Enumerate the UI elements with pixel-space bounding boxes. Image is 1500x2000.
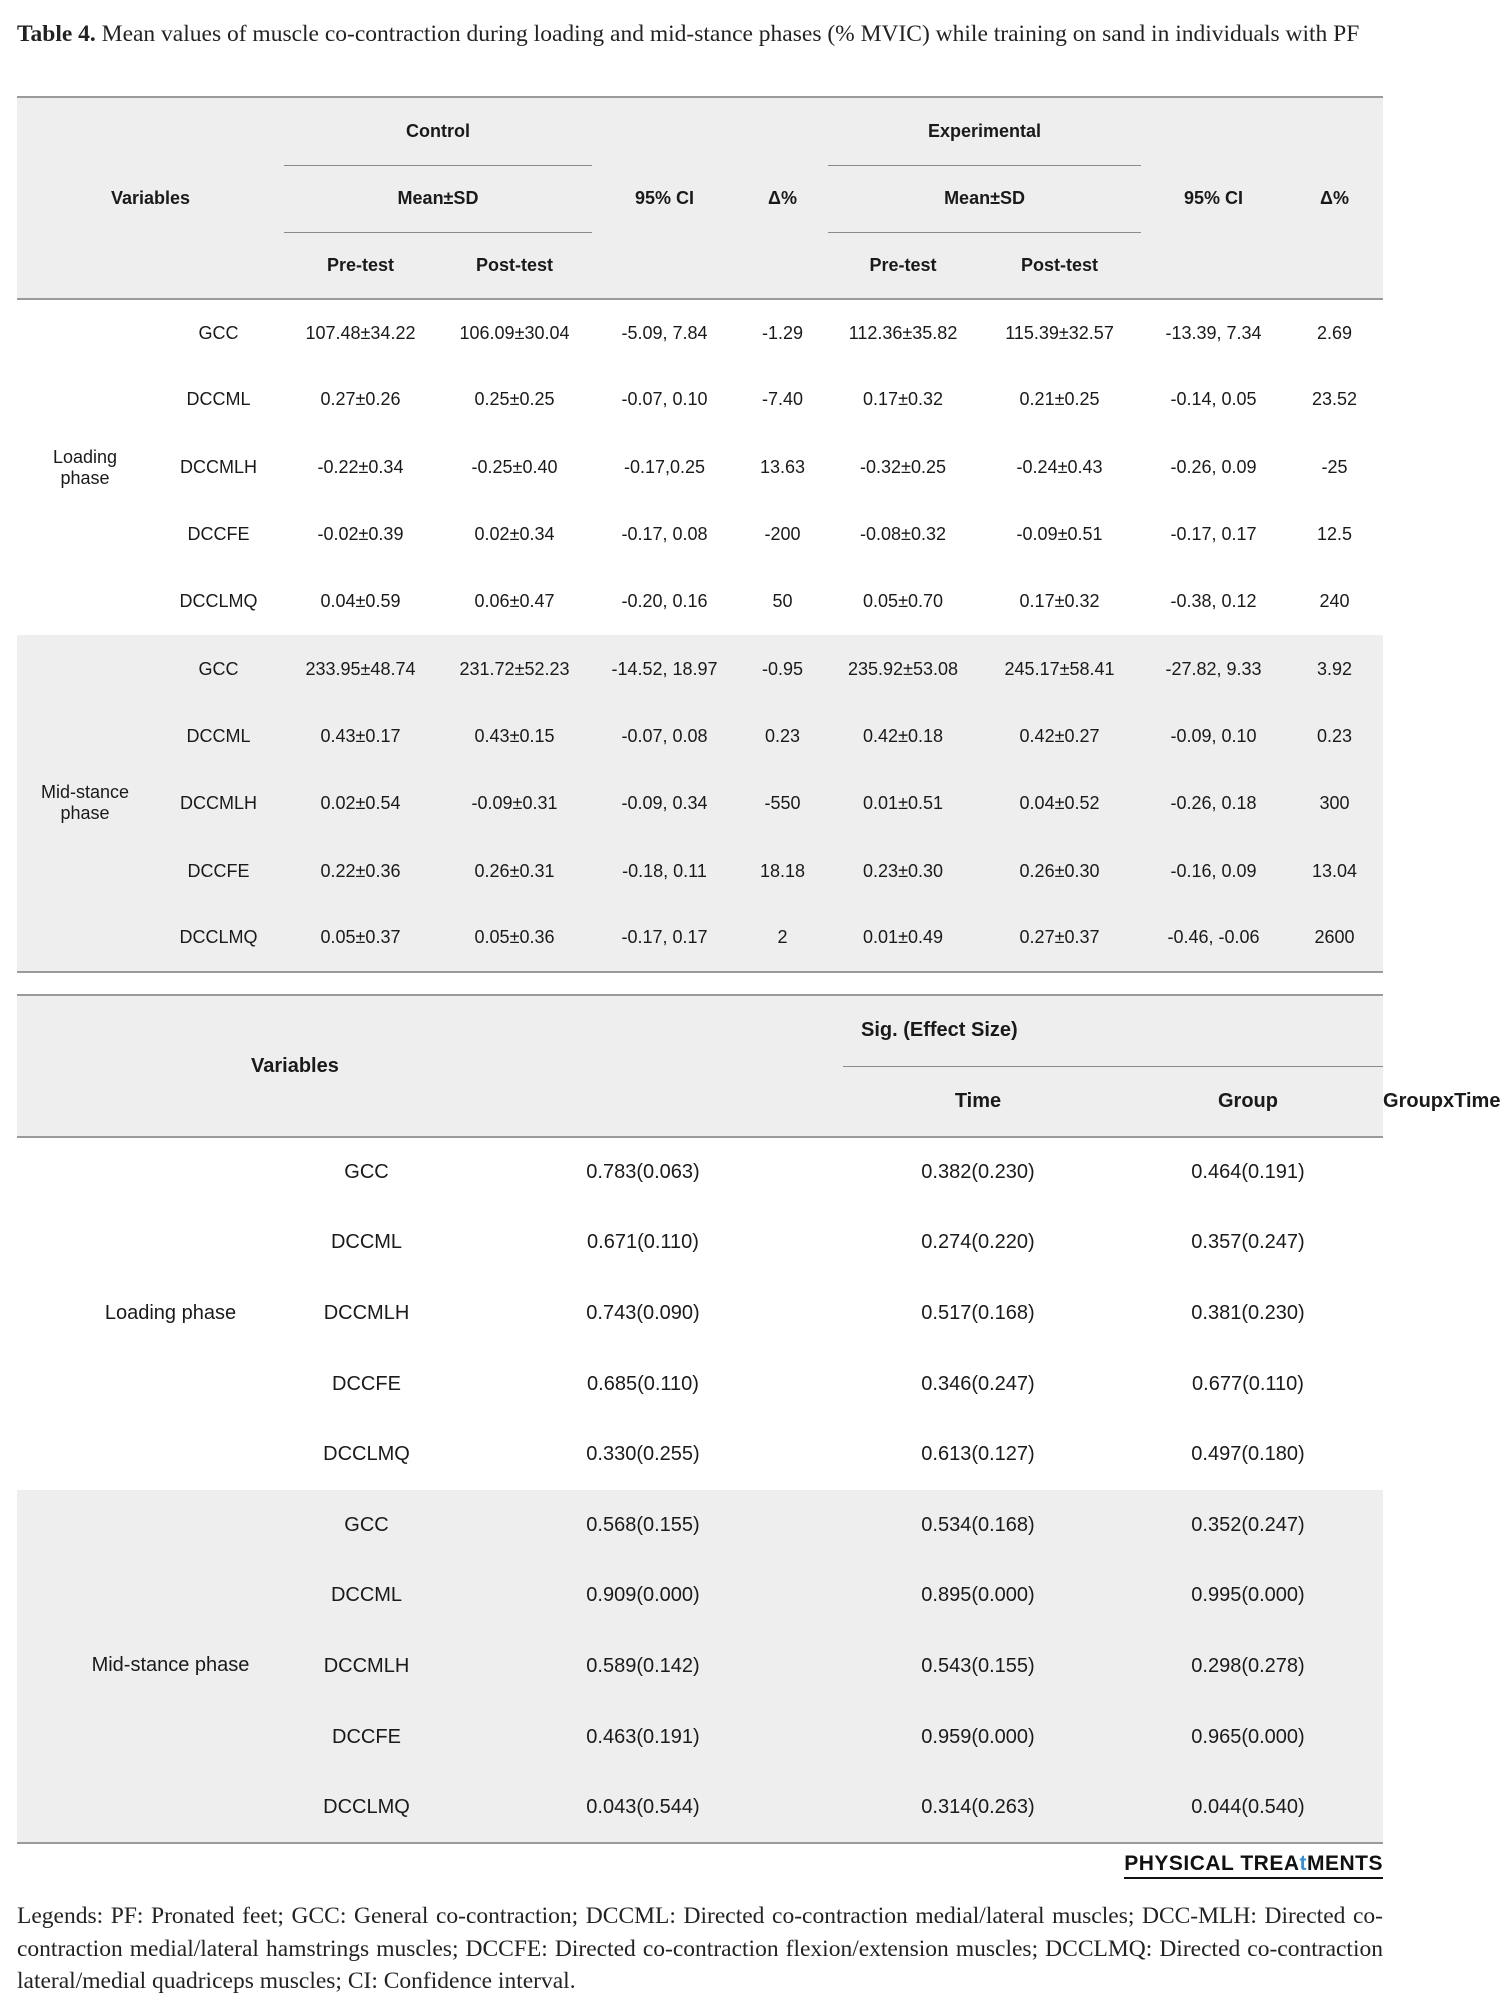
variable-name: DCCLMQ xyxy=(323,1795,410,1818)
table-cell: 0.895(0.000) xyxy=(921,1584,1035,1607)
table-cell: 0.965(0.000) xyxy=(1191,1725,1305,1748)
table-cell: -0.09±0.31 xyxy=(471,793,558,814)
table-cell: 0.274(0.220) xyxy=(921,1231,1035,1254)
variable-name: DCCML xyxy=(330,1584,403,1607)
variable-name: DCCML xyxy=(330,1231,403,1254)
significance-table: Variables Sig. (Effect Size) Time Group GroupxTime Loading phase GCC 0.783(0.063) 0.382(0.230) 0.464(0.191) DCCML 0.671(0.110) 0.274(0.220) 0.357(0.247) DCCMLH 0.743(0.090) 0.517(0.168) 0.381(0.230) DCCFE 0.685(0.110) 0.346(0.247) 0.677(0.110) DCCLMQ 0.330(0.255) 0.613(0.127) 0.497(0.180) Mid-stance phase GCC 0.568(0.155) 0.534(0.168) 0.352(0.247) DCCML 0.909(0.000) 0.895(0.000) 0.995(0.000) DCCMLH 0.589(0.142) 0.543(0.155) 0.298(0.278) DCCFE 0.463(0.191) 0.959(0.000) 0.965(0.000) DCCLMQ 0.043(0.544) 0.314(0.263) 0.044(0.540) xyxy=(17,994,1383,1844)
variable-name: GCC xyxy=(198,322,239,343)
table-cell: 13.04 xyxy=(1312,860,1358,881)
table-cell: 0.044(0.540) xyxy=(1191,1795,1305,1818)
header-exp-mean-sd: Mean±SD xyxy=(828,165,1141,232)
header-control: Control xyxy=(284,97,592,165)
table-cell: 0.464(0.191) xyxy=(1191,1161,1305,1184)
phase-label: Loading phase xyxy=(52,446,118,488)
phase-label: Mid-stance phase xyxy=(91,1654,250,1677)
table-cell: -0.46, -0.06 xyxy=(1167,927,1260,948)
table-cell: -550 xyxy=(764,793,801,814)
variable-name: DCCML xyxy=(186,725,251,746)
table-cell: 0.22±0.36 xyxy=(320,860,401,881)
table-cell: -0.25±0.40 xyxy=(471,456,558,477)
variable-name: DCCMLH xyxy=(179,456,257,477)
table-cell: 0.909(0.000) xyxy=(586,1584,700,1607)
variable-name: DCCMLH xyxy=(179,793,257,814)
phase-label: Mid-stance phase xyxy=(40,782,130,824)
table-cell: 0.783(0.063) xyxy=(586,1161,700,1184)
table-cell: 0.381(0.230) xyxy=(1191,1301,1305,1324)
table-cell: 0.517(0.168) xyxy=(921,1301,1035,1324)
table-row xyxy=(17,703,1383,770)
table-cell: -0.18, 0.11 xyxy=(622,860,707,881)
table-cell: 0.352(0.247) xyxy=(1191,1513,1305,1536)
variable-name: GCC xyxy=(198,658,239,679)
variable-name: GCC xyxy=(344,1513,389,1536)
table-cell: -0.17, 0.17 xyxy=(621,927,708,948)
table-row xyxy=(17,1137,1383,1208)
table-cell: 13.63 xyxy=(759,456,806,477)
table-cell: 235.92±53.08 xyxy=(848,658,958,679)
table-cell: 0.314(0.263) xyxy=(921,1795,1035,1818)
variable-name: DCCFE xyxy=(187,524,250,545)
header-exp-delta: Δ% xyxy=(1286,165,1383,299)
table-cell: -0.17, 0.08 xyxy=(621,524,708,545)
table-cell: -1.29 xyxy=(762,322,804,343)
table-cell: 0.298(0.278) xyxy=(1191,1654,1305,1677)
table-row xyxy=(17,366,1383,433)
table-cell: -0.24±0.43 xyxy=(1016,456,1103,477)
variable-name: DCCLMQ xyxy=(179,927,258,948)
table-cell: -0.09, 0.10 xyxy=(1170,725,1257,746)
table-row xyxy=(17,905,1383,972)
table-cell: -0.22±0.34 xyxy=(317,456,404,477)
table-row xyxy=(17,1490,1383,1561)
table-cell: 112.36±35.82 xyxy=(848,322,958,343)
table-cell: -0.09±0.51 xyxy=(1016,524,1103,545)
variable-name: GCC xyxy=(344,1161,389,1184)
table-row xyxy=(17,299,1383,366)
header-experimental: Experimental xyxy=(828,97,1141,165)
table-cell: 0.671(0.110) xyxy=(587,1231,699,1254)
variable-name: DCCFE xyxy=(332,1372,401,1395)
table-cell: 240 xyxy=(1319,591,1350,612)
table-cell: 23.52 xyxy=(1312,389,1358,410)
table-cell: -0.20, 0.16 xyxy=(621,591,708,612)
table-cell: 0.04±0.59 xyxy=(320,591,401,612)
table-caption xyxy=(17,18,1383,51)
table-cell: -0.95 xyxy=(762,658,804,679)
table-cell: 2600 xyxy=(1314,927,1355,948)
table-cell: 0.27±0.26 xyxy=(320,389,401,410)
table-cell: 0.26±0.30 xyxy=(1019,860,1100,881)
variable-name: DCCLMQ xyxy=(323,1443,410,1466)
table-cell: 0.21±0.25 xyxy=(1019,389,1100,410)
table-cell: 0.330(0.255) xyxy=(586,1443,700,1466)
table-cell: 231.72±52.23 xyxy=(459,658,570,679)
table-cell: 106.09±30.04 xyxy=(459,322,570,343)
table-cell: -27.82, 9.33 xyxy=(1165,658,1262,679)
table-cell: 18.18 xyxy=(759,860,806,881)
header-control-delta: Δ% xyxy=(737,165,828,299)
table-cell: 0.497(0.180) xyxy=(1191,1443,1305,1466)
table-cell: 3.92 xyxy=(1317,658,1353,679)
table-legend: Legends: PF: Pronated feet; GCC: General co-contraction; DCCML: Directed co-contraction medial/lateral muscles; DCC-MLH: Directed co-contraction medial/lateral hamstrings muscles; DCCFE: Directed co-contraction flexion/extension muscles; DCCLMQ: Directed co-contraction lateral/medial quadriceps muscles; CI: Confidence interval. xyxy=(17,1903,1383,1994)
table-cell: -0.08±0.32 xyxy=(860,524,946,545)
table-cell: 300 xyxy=(1319,793,1350,814)
table-cell: 107.48±34.22 xyxy=(305,322,416,343)
journal-logo: PHYSICAL TREAtMENTS xyxy=(1124,1852,1383,1879)
header-exp-ci: 95% CI xyxy=(1141,165,1286,299)
table-cell: 115.39±32.57 xyxy=(1005,322,1114,343)
table-cell: 0.613(0.127) xyxy=(921,1443,1035,1466)
table-cell: 0.543(0.155) xyxy=(921,1654,1035,1677)
header-exp-post: Post-test xyxy=(978,232,1141,299)
table-cell: 2 xyxy=(777,927,788,948)
variable-name: DCCFE xyxy=(187,860,250,881)
header-control-post: Post-test xyxy=(437,232,592,299)
table-cell: 0.01±0.49 xyxy=(863,927,943,948)
table-cell: 2.69 xyxy=(1317,322,1353,343)
table-cell: -5.09, 7.84 xyxy=(621,322,708,343)
table-cell: 0.06±0.47 xyxy=(474,591,555,612)
variable-name: DCCLMQ xyxy=(179,591,258,612)
sig-header-time: Time xyxy=(843,1066,1113,1137)
table-cell: 0.04±0.52 xyxy=(1019,793,1100,814)
table-cell: -200 xyxy=(764,524,801,545)
table-cell: 0.043(0.544) xyxy=(586,1795,700,1818)
table-cell: -25 xyxy=(1321,456,1348,477)
table-cell: 0.02±0.34 xyxy=(474,524,555,545)
table-row xyxy=(17,434,1383,501)
table-cell: 0.42±0.27 xyxy=(1019,725,1100,746)
table-cell: 50 xyxy=(772,591,793,612)
table-row xyxy=(17,568,1383,635)
variable-name: DCCMLH xyxy=(323,1301,410,1324)
table-cell: 0.23 xyxy=(764,725,801,746)
caption-text: Mean values of muscle co-contraction during loading and mid-stance phases (% MVIC) while training on sand in individuals with PF xyxy=(95,21,1360,47)
table-cell: 0.01±0.51 xyxy=(863,793,943,814)
means-table xyxy=(17,96,1383,973)
table-cell: 0.685(0.110) xyxy=(587,1372,699,1395)
table-cell: 12.5 xyxy=(1317,524,1353,545)
table-cell: -0.16, 0.09 xyxy=(1170,860,1257,881)
table-cell: 0.568(0.155) xyxy=(586,1513,700,1536)
table-cell: -13.39, 7.34 xyxy=(1165,322,1262,343)
table-cell: 0.534(0.168) xyxy=(921,1513,1035,1536)
sig-header-variables: Variables xyxy=(17,995,843,1137)
table-row xyxy=(17,837,1383,904)
table-cell: 0.05±0.37 xyxy=(320,927,401,948)
table-cell: -0.32±0.25 xyxy=(860,456,946,477)
table-cell: 0.959(0.000) xyxy=(921,1725,1035,1748)
header-exp-pre: Pre-test xyxy=(828,232,978,299)
table-cell: 0.25±0.25 xyxy=(474,389,555,410)
table-cell: 0.463(0.191) xyxy=(586,1725,700,1748)
phase-label: Loading phase xyxy=(104,1302,237,1325)
table-cell: 0.357(0.247) xyxy=(1191,1231,1305,1254)
table-cell: 0.27±0.37 xyxy=(1019,927,1100,948)
table-cell: 0.995(0.000) xyxy=(1191,1584,1305,1607)
table-cell: 0.23 xyxy=(1317,725,1353,746)
table-cell: -0.38, 0.12 xyxy=(1170,591,1257,612)
table-cell: -7.40 xyxy=(762,389,804,410)
header-control-mean-sd: Mean±SD xyxy=(284,165,592,232)
table-cell: 0.42±0.18 xyxy=(863,725,943,746)
sig-header-group: Group xyxy=(1113,1066,1383,1137)
logo-mark-icon: t xyxy=(1299,1852,1307,1875)
table-cell: 0.43±0.17 xyxy=(320,725,401,746)
table-row xyxy=(17,770,1383,837)
table-cell: -0.02±0.39 xyxy=(317,524,404,545)
table-cell: 0.743(0.090) xyxy=(586,1301,700,1324)
table-cell: 0.17±0.32 xyxy=(1019,591,1100,612)
table-cell: 0.43±0.15 xyxy=(474,725,555,746)
variable-name: DCCFE xyxy=(332,1725,401,1748)
table-cell: -0.09, 0.34 xyxy=(621,793,708,814)
table-cell: -0.26, 0.09 xyxy=(1170,456,1257,477)
table-cell: -0.17, 0.17 xyxy=(1170,524,1257,545)
variable-name: DCCML xyxy=(186,389,251,410)
variable-name: DCCMLH xyxy=(323,1654,410,1677)
table-cell: -0.07, 0.10 xyxy=(621,389,708,410)
header-control-pre: Pre-test xyxy=(284,232,437,299)
table-cell: 0.05±0.70 xyxy=(863,591,943,612)
table-cell: 0.02±0.54 xyxy=(320,793,401,814)
table-cell: -14.52, 18.97 xyxy=(611,658,718,679)
caption-label: Table 4. xyxy=(17,21,96,47)
table-row xyxy=(17,635,1383,702)
table-cell: 233.95±48.74 xyxy=(305,658,416,679)
table-cell: 0.677(0.110) xyxy=(1192,1372,1304,1395)
table-cell: -0.07, 0.08 xyxy=(621,725,708,746)
table-cell: 0.23±0.30 xyxy=(863,860,943,881)
table-cell: -0.26, 0.18 xyxy=(1170,793,1257,814)
sig-header-effect-size: Sig. (Effect Size) xyxy=(843,995,1383,1066)
table-cell: -0.14, 0.05 xyxy=(1170,389,1257,410)
header-control-ci: 95% CI xyxy=(592,165,737,299)
table-cell: 0.26±0.31 xyxy=(474,860,555,881)
table-cell: 0.346(0.247) xyxy=(921,1372,1035,1395)
table-cell: 0.05±0.36 xyxy=(474,927,555,948)
table-cell: -0.17,0.25 xyxy=(623,456,706,477)
table-row xyxy=(17,501,1383,568)
table-cell: 0.589(0.142) xyxy=(586,1654,700,1677)
table-cell: 0.17±0.32 xyxy=(863,389,943,410)
header-variables: Variables xyxy=(17,97,284,299)
table-cell: 245.17±58.41 xyxy=(1004,658,1115,679)
table-cell: 0.382(0.230) xyxy=(921,1161,1035,1184)
